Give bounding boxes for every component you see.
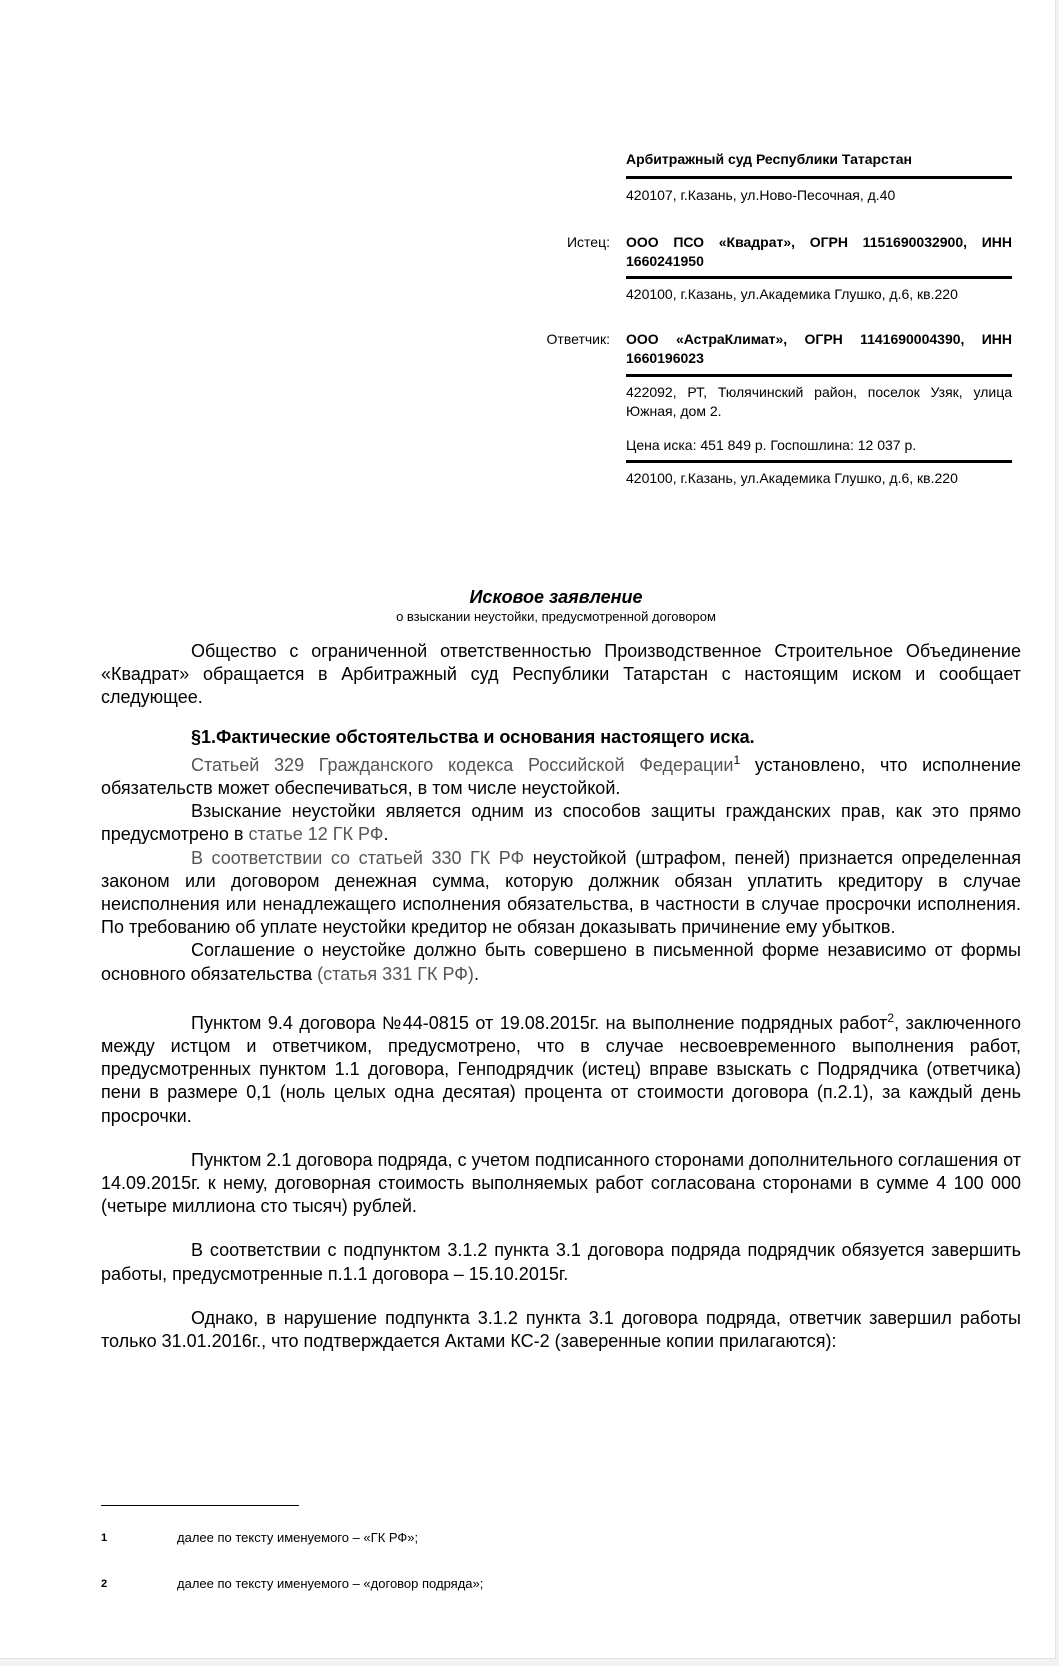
- paragraph-6: Пунктом 2.1 договора подряда, с учетом подписанного сторонами дополнительного соглашения от 14.09.2015г. к нему, договорная стоимость выполняемых работ согласована сторонами в сумме 4 100 000 (четыре миллиона сто тысяч) рублей.: [101, 1149, 1021, 1217]
- law-reference-link[interactable]: Статьей 329 Гражданского кодекса Российской Федерации: [191, 754, 734, 775]
- court-address: 420107, г.Казань, ул.Ново-Песочная, д.40: [626, 187, 896, 203]
- footnote-ref-1: 1: [733, 752, 741, 767]
- defendant-row: [520, 330, 1012, 377]
- claim-info: Цена иска: 451 849 р. Госпошлина: 12 037 р.: [626, 436, 1012, 463]
- paragraph-8: Однако, в нарушение подпункта 3.1.2 пункта 3.1 договора подряда, ответчик завершил работы только 31.01.2016г., что подтверждается Актами КС-2 (заверенные копии прилагаются):: [101, 1307, 1021, 1352]
- paragraph-5: Пунктом 9.4 договора №44-0815 от 19.08.2015г. на выполнение подрядных работ$^2$, заключенного между истцом и ответчиком, предусмотрено, что в случае несвоевременного выполнения работ, предусмотренных пунктом 1.1 договора, Генподрядчик (истец) вправе взыскать с Подрядчика (ответчика) пени в размере 0,1 (ноль целых одна десятая) процента от стоимости договора (п.2.1), за каждый день просрочки.: [101, 1010, 1021, 1126]
- footnote-1: [101, 1530, 418, 1546]
- footnote-text: далее по тексту именуемого – «договор подряда»;: [177, 1576, 484, 1591]
- defendant-label: Ответчик:: [546, 331, 610, 347]
- law-reference-link[interactable]: В соответствии со статьей 330 ГК РФ: [191, 847, 525, 868]
- court-name: Арбитражный суд Республики Татарстан: [626, 150, 1012, 179]
- paragraph-2: Взыскание неустойки является одним из способов защиты гражданских прав, как это прямо предусмотрено в статье 12 ГК РФ.: [101, 801, 1021, 845]
- section-heading: §1.Фактические обстоятельства и основания настоящего иска.: [191, 726, 755, 747]
- defendant-name: ООО «АстраКлимат», ОГРН 1141690004390, ИНН 1660196023: [626, 330, 1012, 377]
- paragraph-3: В соответствии со статьей 330 ГК РФ неустойкой (штрафом, пеней) признается определенная законом или договором денежная сумма, которую должник обязан уплатить кредитору в случае неисполнения или ненадлежащего исполнения обязательства, в частности в случае просрочки исполнения. По требованию об уплате неустойки кредитор не обязан доказывать причинение ему убытков.: [101, 847, 1021, 938]
- intro-paragraph: Общество с ограниченной ответственностью Производственное Строительное Объединение «Квадрат» обращается в Арбитражный суд Республики Татарстан с настоящим иском и сообщает следующее.: [101, 641, 1021, 708]
- footnote-text: далее по тексту именуемого – «ГК РФ»;: [177, 1530, 419, 1545]
- plaintiff-label: Истец:: [566, 234, 610, 250]
- court-row: [520, 150, 1012, 179]
- address-block: [520, 150, 1012, 488]
- footnote-separator: [101, 1505, 299, 1506]
- law-reference-link[interactable]: (статья 331 ГК РФ): [317, 963, 474, 984]
- plaintiff-row: [520, 233, 1012, 279]
- document-subtitle: о взыскании неустойки, предусмотренной договором: [396, 609, 716, 624]
- plaintiff-name: ООО ПСО «Квадрат», ОГРН 1151690032900, ИНН 1660241950: [626, 233, 1012, 279]
- plaintiff-address: 420100, г.Казань, ул.Академика Глушко, д.6, кв.220: [626, 286, 958, 302]
- defendant-address-2: 420100, г.Казань, ул.Академика Глушко, д.6, кв.220: [626, 470, 958, 486]
- footnote-2: [101, 1576, 483, 1592]
- paragraph-4: Соглашение о неустойке должно быть совершено в письменной форме независимо от формы основного обязательства (статья 331 ГК РФ).: [101, 940, 1021, 984]
- footnote-ref-2: 2: [887, 1010, 895, 1025]
- title-block: [100, 586, 1012, 625]
- paragraph-7: В соответствии с подпунктом 3.1.2 пункта 3.1 договора подряда подрядчик обязуется завершить работы, предусмотренные п.1.1 договора – 15.10.2015г.: [101, 1240, 1021, 1284]
- defendant-address: 422092, РТ, Тюлячинский район, поселок Узяк, улица Южная, дом 2.: [626, 384, 1012, 419]
- document-title: Исковое заявление: [469, 587, 643, 607]
- document-body: [101, 640, 1021, 1353]
- law-reference-link[interactable]: статье 12 ГК РФ: [248, 824, 384, 845]
- footnote-mark: 2: [101, 1578, 108, 1590]
- footnote-mark: 1: [101, 1532, 108, 1544]
- paragraph-1: Статьей 329 Гражданского кодекса Российской Федерации$^1$ установлено, что исполнение обязательств может обеспечиваться, в том числе неустойкой.: [101, 752, 1021, 799]
